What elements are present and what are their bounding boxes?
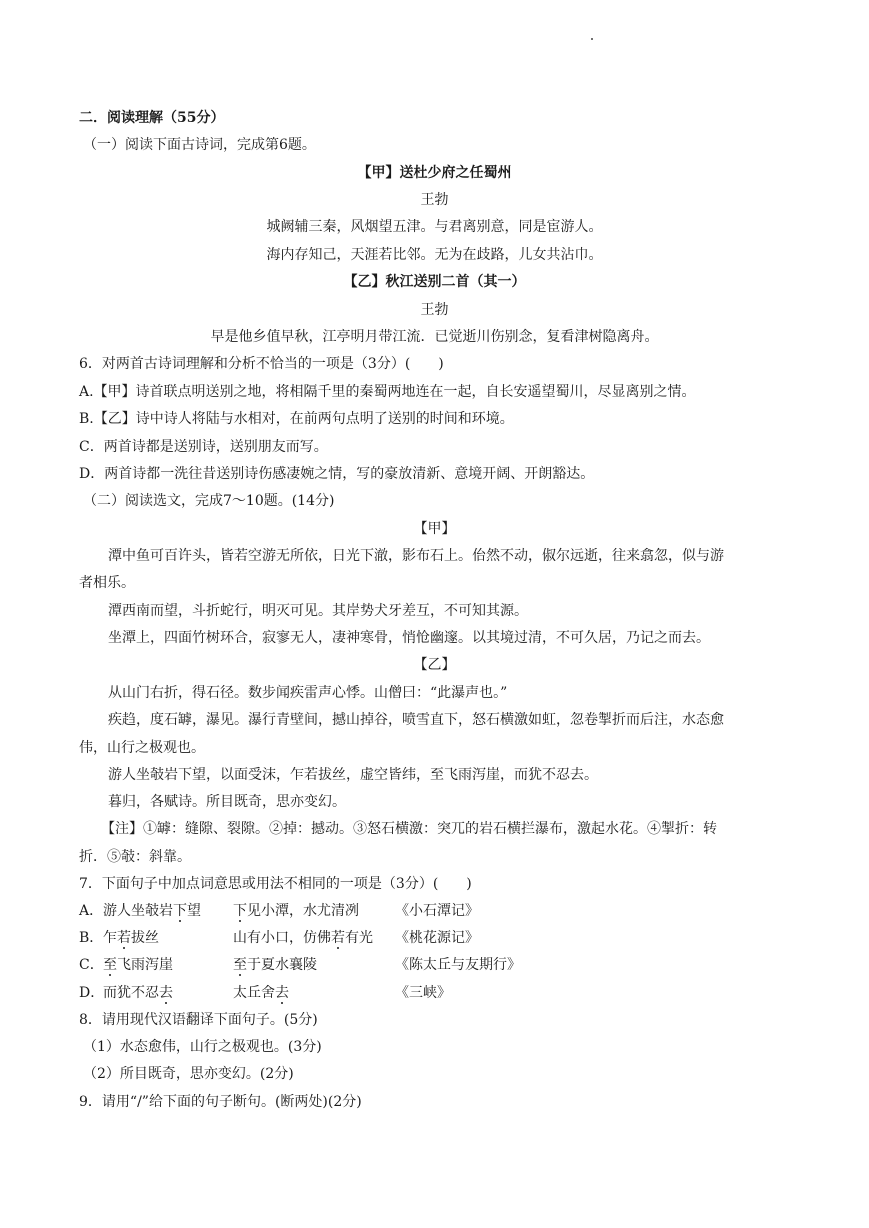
question-6-stem: 6．对两首古诗词理解和分析不恰当的一项是（3分）( ) [79,356,444,372]
dotted-char: 下 [173,903,187,919]
question-6-option: A.【甲】诗首联点明送别之地，将相隔千里的秦蜀两地连在一起，自长安遥望蜀川，尽显离别之情。 [79,384,696,400]
annotation-note: 【注】①罅：缝隙、裂隙。②掉：撼动。③怒石横激：突兀的岩石横拦瀑布，激起水花。④掣折：转 [101,821,717,837]
part2-intro: （二）阅读选文，完成7～10题。(14分) [83,493,335,509]
text-yi-paragraph: 疾趋，度石罅，瀑见。瀑行青壁间，撼山掉谷，喷雪直下，怒石横激如虹，忽卷掣折而后注，水态愈 [108,712,724,728]
text-yi-paragraph: 暮归，各赋诗。所目既奇，思亦变幻。 [108,794,346,810]
question-6-option: C．两首诗都是送别诗，送别朋友而写。 [79,439,328,455]
text-yi-paragraph: 游人坐攲岩下望，以面受沫，乍若拔丝，虚空皆纬，至飞雨泻崖，而犹不忍去。 [108,767,598,783]
option-source: 《陈太丘与友期行》 [395,957,521,973]
poem-jia-line: 城阙辅三秦，风烟望五津。与君离别意，同是宦游人。 [266,219,603,235]
option-right-sentence: 至 于夏水襄陵 [233,955,317,975]
poem-yi-line: 早是他乡值早秋，江亭明月带江流．已觉逝川伤别念，复看津树隐离舟。 [210,329,659,345]
option-label: D． [79,985,105,1001]
question-7-stem: 7．下面句子中加点词意思或用法不相同的一项是（3分）( ) [79,876,472,892]
page-mark [591,38,593,40]
poem-yi-title: 【乙】秋江送别二首（其一） [343,274,526,290]
option-label: A． [79,903,104,919]
question-8-item: （2）所目既奇，思亦变幻。(2分) [83,1066,294,1082]
poem-yi-author: 王勃 [420,302,449,318]
option-source: 《桃花源记》 [395,930,479,946]
annotation-note-cont: 折．⑤攲：斜靠。 [79,849,191,865]
option-label: C． [79,957,104,973]
option-right-sentence: 下 见小潭，水尤清冽 [233,901,359,921]
option-left-sentence: 乍若 拔丝 [103,928,159,948]
dotted-char: 去 [275,985,289,1001]
dotted-char: 若 [331,930,345,946]
text-yi-label: 【乙】 [413,657,456,673]
question-6-option: B.【乙】诗中诗人将陆与水相对，在前两句点明了送别的时间和环境。 [79,411,514,427]
section-heading: 二．阅读理解（55分） [79,110,225,126]
text-yi-paragraph: 从山门右折，得石径。数步闻疾雷声心悸。山僧曰：“此瀑声也。” [108,685,508,701]
part1-intro: （一）阅读下面古诗词，完成第6题。 [83,137,316,153]
text-jia-label: 【甲】 [413,521,456,537]
dotted-char: 下 [233,903,247,919]
option-right-sentence: 太丘舍去 [233,983,289,1003]
option-left-sentence: 游人坐攲岩下 望 [103,901,201,921]
question-6-option: D．两首诗都一洗往昔送别诗伤感凄婉之情，写的豪放清新、意境开阔、开朗豁达。 [79,466,595,482]
poem-jia-line: 海内存知己，天涯若比邻。无为在歧路，儿女共沾巾。 [266,247,603,263]
text-yi-paragraph-cont: 伟，山行之极观也。 [79,740,205,756]
option-left-sentence: 至 飞雨泻崖 [103,955,173,975]
text-jia-paragraph: 潭西南而望，斗折蛇行，明灭可见。其岸势犬牙差互，不可知其源。 [108,603,528,619]
option-left-sentence: 而犹不忍去 [103,983,173,1003]
question-9-stem: 9．请用“/”给下面的句子断句。(断两处)(2分) [79,1094,362,1110]
text-jia-paragraph: 潭中鱼可百许头，皆若空游无所依，日光下澈，影布石上。佁然不动，俶尔远逝，往来翕忽，似与游 [108,548,724,564]
question-8-stem: 8．请用现代汉语翻译下面句子。(5分) [79,1012,318,1028]
option-source: 《小石潭记》 [395,903,479,919]
text-jia-paragraph: 坐潭上，四面竹树环合，寂寥无人，凄神寒骨，悄怆幽邃。以其境过清，不可久居，乃记之而去。 [108,630,710,646]
option-source: 《三峡》 [395,985,451,1001]
dotted-char: 至 [103,957,117,973]
dotted-char: 至 [233,957,247,973]
option-right-sentence: 山有小口，仿佛若 有光 [233,928,373,948]
poem-jia-author: 王勃 [420,192,449,208]
dotted-char: 若 [117,930,131,946]
poem-jia-title: 【甲】送杜少府之任蜀州 [357,165,512,181]
question-8-item: （1）水态愈伟，山行之极观也。(3分) [83,1039,322,1055]
text-jia-paragraph-cont: 者相乐。 [79,575,135,591]
option-label: B． [79,930,104,946]
dotted-char: 去 [159,985,173,1001]
